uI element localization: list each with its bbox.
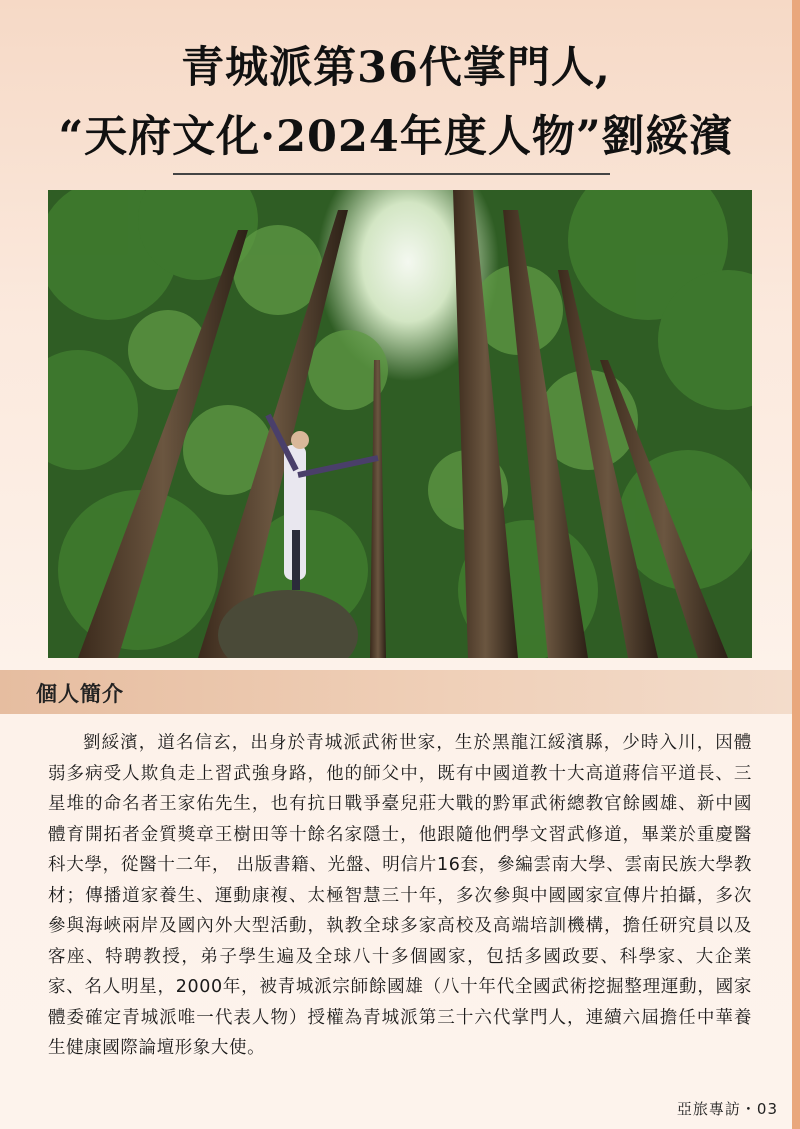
hero-photo [48,190,752,658]
page-title-line-2: “天府文化·2024年度人物”劉綏濱 [58,112,734,162]
forest-illustration [48,190,752,658]
bio-paragraph: 劉綏濱，道名信玄，出身於青城派武術世家，生於黑龍江綏濱縣，少時入川，因體弱多病受人欺負走上習武強身路，他的師父中，既有中國道教十大高道蔣信平道長、三星堆的命名者王家佑先生，也有抗日戰爭臺兒莊大戰的黔軍武術總教官餘國雄、新中國體育開拓者金質獎章王樹田等十餘名家隱士，他跟隨他們學文習武修道，畢業於重慶醫科大學，從醫十二年， 出版書籍、光盤、明信片16套，參編雲南大學、雲南民族大學教材；傳播道家養生、運動康複、太極智慧三十年，多次參與中國國家宣傳片拍攝，多次參與海峽兩岸及國內外大型活動，執教全球多家高校及高端培訓機構，擔任研究員以及客座、特聘教授，弟子學生遍及全球八十多個國家，包括多國政要、科學家、大企業家、名人明星，2000年，被青城派宗師餘國雄（八十年代全國武術挖掘整理運動，國家體委確定青城派唯一代表人物）授權為青城派第三十六代掌門人，連續六屆擔任中華養生健康國際論壇形象大使。 [48,733,752,1058]
page-title-line-1: 青城派第36代掌門人, [181,43,611,93]
section-title: 個人簡介 [36,682,124,706]
page-footer-label: 亞旅專訪・03 [676,1100,778,1118]
title-divider [173,173,610,175]
section-header-bar [0,670,792,714]
page-edge-stripe [792,0,800,1129]
